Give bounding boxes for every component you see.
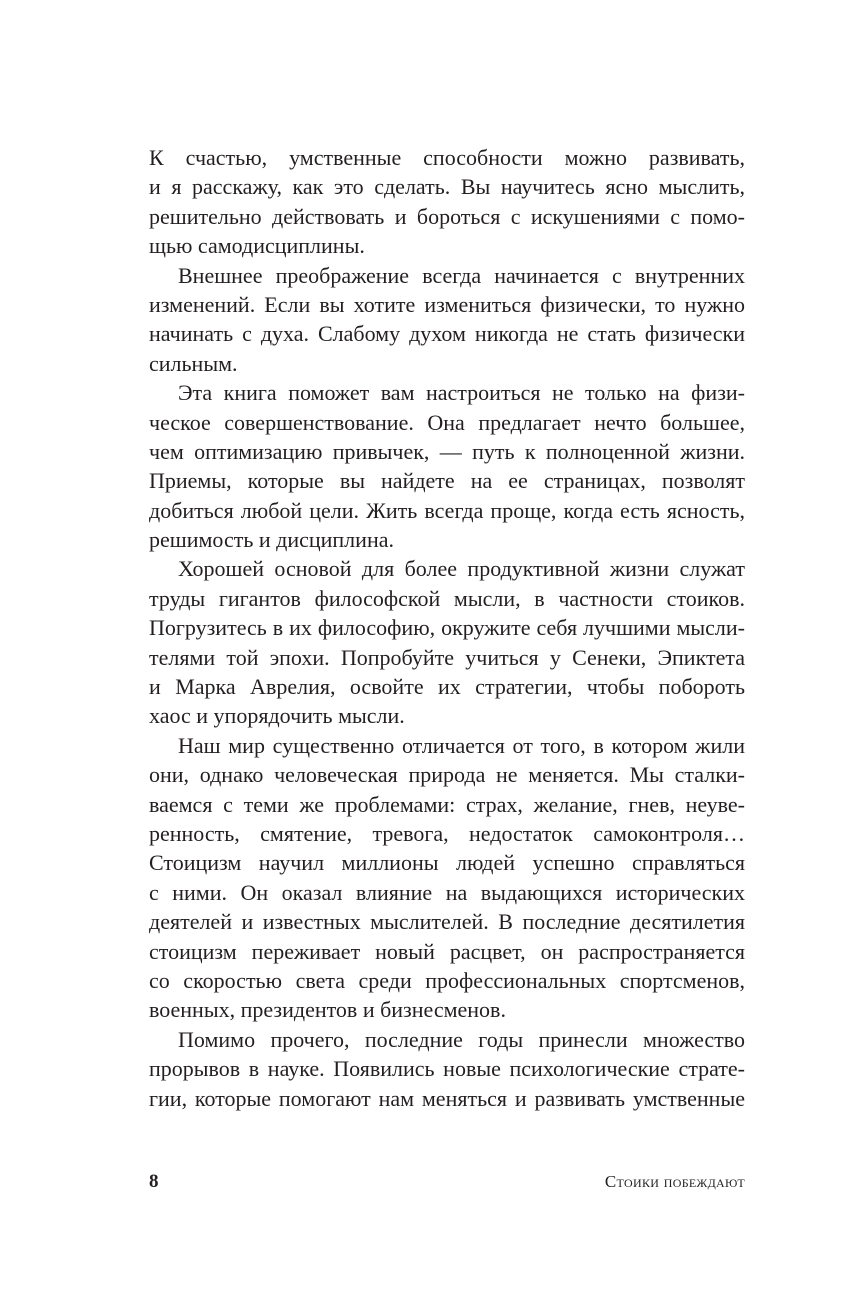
text-line: и я расскажу, как это сделать. Вы научитесь ясно мыслить, [149,174,745,200]
text-line: стоицизм переживает новый расцвет, он распространяется [149,938,745,964]
page-footer [149,1168,745,1196]
page-number: 8 [149,1171,159,1192]
text-line: деятелей и известных мыслителей. В последние десятилетия [149,909,745,935]
text-line: ваемся с теми же проблемами: страх, желание, гнев, неуве- [149,791,745,817]
text-line: ческое совершенствование. Она предлагает нечто большее, [149,409,745,435]
text-line: Стоицизм научил миллионы людей успешно справляться [149,850,745,876]
text-line: прорывов в науке. Появились новые психологические страте- [149,1056,745,1082]
text-line: добиться любой цели. Жить всегда проще, когда есть ясность, [149,497,745,523]
text-line: Погрузитесь в их философию, окружите себя лучшими мысли- [149,615,745,641]
text-line: труды гигантов философской мысли, в частности стоиков. [149,585,745,611]
text-line: решимость и дисциплина. [149,527,394,553]
text-line: гии, которые помогают нам меняться и развивать умственные [149,1085,745,1111]
text-line: сильным. [149,350,238,376]
text-line: чем оптимизацию привычек, — путь к полноценной жизни. [149,438,745,464]
text-line: Эта книга поможет вам настроиться не только на физи- [178,380,745,406]
body-text [149,143,745,1113]
text-line: хаос и упорядочить мысли. [149,703,405,729]
text-line: телями той эпохи. Попробуйте учиться у Сенеки, Эпиктета [149,644,745,670]
text-line: К счастью, умственные способности можно развивать, [149,145,745,170]
text-line: Помимо прочего, последние годы принесли множество [178,1026,745,1052]
text-line: щью самодисциплины. [149,233,365,259]
text-line: изменений. Если вы хотите измениться физически, то нужно [149,291,745,317]
text-line: военных, президентов и бизнесменов. [149,997,506,1023]
text-line: Хорошей основой для более продуктивной жизни служат [178,556,745,582]
text-line: они, однако человеческая природа не меняется. Мы сталки- [149,762,745,788]
text-line: и Марка Аврелия, освойте их стратегии, чтобы побороть [149,674,745,700]
text-line: со скоростью света среди профессиональных спортсменов, [149,967,745,993]
text-line: Приемы, которые вы найдете на ее страницах, позволят [149,468,745,494]
text-line: начинать с духа. Слабому духом никогда не стать физически [149,321,745,347]
text-line: ренность, смятение, тревога, недостаток самоконтроля… [149,820,745,846]
text-line: Наш мир существенно отличается от того, в котором жили [178,732,745,758]
text-line: с ними. Он оказал влияние на выдающихся исторических [149,879,745,905]
text-line: решительно действовать и бороться с искушениями с помо- [149,203,745,229]
text-line: Внешнее преображение всегда начинается с внутренних [178,262,745,288]
running-title: Стоики побеждают [604,1172,745,1191]
